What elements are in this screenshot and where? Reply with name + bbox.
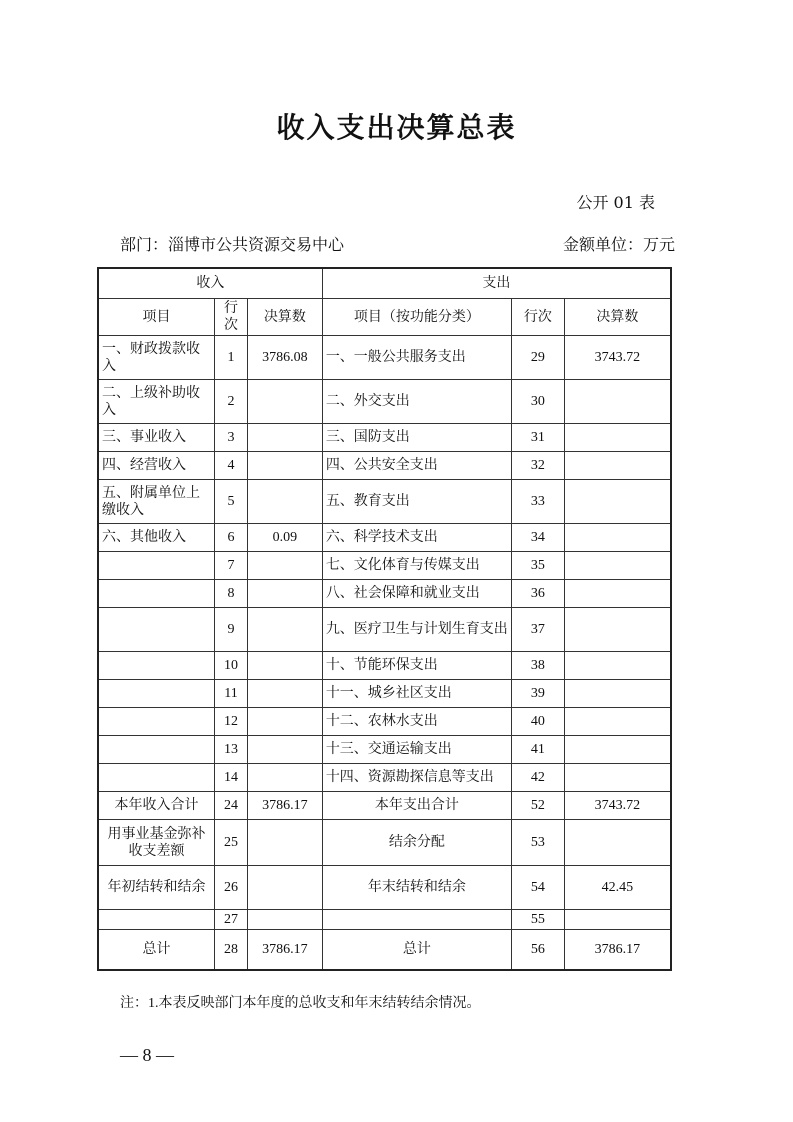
income-item-cell: 六、其他收入 [98, 524, 215, 552]
expense-line-cell: 33 [511, 480, 564, 524]
income-item-cell [98, 652, 215, 680]
table-row [98, 552, 671, 580]
table-row [98, 336, 671, 380]
income-item-cell: 五、附属单位上缴收入 [98, 480, 215, 524]
expense-amount-cell [564, 608, 671, 652]
expense-line-cell: 42 [511, 764, 564, 792]
income-amount-cell [247, 452, 322, 480]
expense-line-cell: 39 [511, 680, 564, 708]
income-amount-cell: 3786.08 [247, 336, 322, 380]
expense-item-cell: 本年支出合计 [322, 792, 511, 820]
income-line-cell: 26 [215, 866, 248, 910]
expense-item-cell [322, 910, 511, 930]
expense-amount-cell [564, 524, 671, 552]
income-expense-table [97, 267, 672, 971]
income-item-cell [98, 580, 215, 608]
expense-amount-cell: 3743.72 [564, 792, 671, 820]
expense-item-cell: 十四、资源勘探信息等支出 [322, 764, 511, 792]
income-line-cell: 7 [215, 552, 248, 580]
expense-amount-cell [564, 452, 671, 480]
expense-item-cell: 十二、农林水支出 [322, 708, 511, 736]
expense-item-cell: 结余分配 [322, 820, 511, 866]
income-line-cell: 4 [215, 452, 248, 480]
table-row [98, 380, 671, 424]
expense-amount-cell [564, 480, 671, 524]
expense-line-cell: 40 [511, 708, 564, 736]
income-item-cell [98, 910, 215, 930]
expense-line-cell: 55 [511, 910, 564, 930]
expense-line-cell: 31 [511, 424, 564, 452]
income-line-cell: 14 [215, 764, 248, 792]
income-line-cell: 5 [215, 480, 248, 524]
expense-line-cell: 38 [511, 652, 564, 680]
income-amount-cell [247, 652, 322, 680]
expense-line-cell: 34 [511, 524, 564, 552]
income-line-header: 行次 [215, 299, 248, 336]
expense-amount-cell [564, 680, 671, 708]
expense-line-header: 行次 [511, 299, 564, 336]
expense-line-cell: 29 [511, 336, 564, 380]
expense-line-cell: 36 [511, 580, 564, 608]
expense-item-cell: 四、公共安全支出 [322, 452, 511, 480]
table-row [98, 480, 671, 524]
table-row [98, 524, 671, 552]
income-amount-cell [247, 680, 322, 708]
expense-item-cell: 六、科学技术支出 [322, 524, 511, 552]
income-amount-cell [247, 910, 322, 930]
income-item-cell: 三、事业收入 [98, 424, 215, 452]
table-row [98, 736, 671, 764]
table-row [98, 708, 671, 736]
income-item-cell [98, 680, 215, 708]
income-amount-cell [247, 380, 322, 424]
expense-item-cell: 七、文化体育与传媒支出 [322, 552, 511, 580]
expense-amount-cell [564, 652, 671, 680]
income-item-cell [98, 552, 215, 580]
expense-line-cell: 30 [511, 380, 564, 424]
table-row [98, 652, 671, 680]
income-amount-cell [247, 608, 322, 652]
income-item-cell: 本年收入合计 [98, 792, 215, 820]
expense-amount-cell: 3743.72 [564, 336, 671, 380]
income-item-cell: 一、财政拨款收入 [98, 336, 215, 380]
income-line-cell: 24 [215, 792, 248, 820]
income-item-cell [98, 608, 215, 652]
expense-item-cell: 十一、城乡社区支出 [322, 680, 511, 708]
page-title: 收入支出决算总表 [276, 111, 517, 144]
table-row [98, 580, 671, 608]
income-item-cell: 二、上级补助收入 [98, 380, 215, 424]
income-amount-cell [247, 764, 322, 792]
income-item-cell [98, 708, 215, 736]
expense-amount-cell [564, 910, 671, 930]
income-item-cell: 四、经营收入 [98, 452, 215, 480]
expense-line-cell: 35 [511, 552, 564, 580]
expense-amount-cell [564, 764, 671, 792]
expense-item-cell: 十、节能环保支出 [322, 652, 511, 680]
expense-item-cell: 八、社会保障和就业支出 [322, 580, 511, 608]
income-line-cell: 28 [215, 930, 248, 970]
income-amount-cell [247, 820, 322, 866]
expense-line-cell: 41 [511, 736, 564, 764]
income-amount-cell [247, 708, 322, 736]
expense-item-cell: 三、国防支出 [322, 424, 511, 452]
expense-amount-cell: 42.45 [564, 866, 671, 910]
table-row [98, 680, 671, 708]
table-row [98, 792, 671, 820]
expense-line-cell: 53 [511, 820, 564, 866]
table-row [98, 910, 671, 930]
income-line-cell: 9 [215, 608, 248, 652]
table-row [98, 608, 671, 652]
income-item-cell: 总计 [98, 930, 215, 970]
income-header: 收入 [98, 268, 322, 299]
table-row [98, 452, 671, 480]
expense-amount-cell [564, 424, 671, 452]
expense-item-cell: 一、一般公共服务支出 [322, 336, 511, 380]
expense-amount-cell [564, 380, 671, 424]
income-line-cell: 8 [215, 580, 248, 608]
table-row [98, 930, 671, 970]
expense-amount-header: 决算数 [564, 299, 671, 336]
income-amount-cell [247, 424, 322, 452]
income-item-cell [98, 736, 215, 764]
income-item-cell: 用事业基金弥补收支差额 [98, 820, 215, 866]
income-line-cell: 3 [215, 424, 248, 452]
expense-line-cell: 52 [511, 792, 564, 820]
expense-line-cell: 54 [511, 866, 564, 910]
income-item-header: 项目 [98, 299, 215, 336]
amount-unit-label: 金额单位：万元 [562, 235, 675, 254]
income-line-cell: 10 [215, 652, 248, 680]
income-line-cell: 1 [215, 336, 248, 380]
income-amount-cell [247, 580, 322, 608]
income-line-cell: 6 [215, 524, 248, 552]
income-amount-cell [247, 866, 322, 910]
expense-item-cell: 总计 [322, 930, 511, 970]
expense-item-cell: 九、医疗卫生与计划生育支出 [322, 608, 511, 652]
income-amount-cell: 3786.17 [247, 930, 322, 970]
expense-amount-cell [564, 736, 671, 764]
expense-amount-cell [564, 552, 671, 580]
expense-amount-cell [564, 708, 671, 736]
expense-item-cell: 二、外交支出 [322, 380, 511, 424]
income-line-cell: 11 [215, 680, 248, 708]
income-line-cell: 27 [215, 910, 248, 930]
expense-header: 支出 [322, 268, 671, 299]
income-item-cell: 年初结转和结余 [98, 866, 215, 910]
expense-line-cell: 37 [511, 608, 564, 652]
income-amount-header: 决算数 [247, 299, 322, 336]
table-number: 公开 01 表 [576, 193, 655, 212]
expense-amount-cell [564, 820, 671, 866]
income-line-cell: 12 [215, 708, 248, 736]
expense-item-cell: 年末结转和结余 [322, 866, 511, 910]
department-label: 部门：淄博市公共资源交易中心 [120, 235, 345, 254]
expense-item-cell: 十三、交通运输支出 [322, 736, 511, 764]
expense-item-header: 项目（按功能分类） [322, 299, 511, 336]
income-item-cell [98, 764, 215, 792]
expense-amount-cell [564, 580, 671, 608]
table-note: 注：1.本表反映部门本年度的总收支和年末结转结余情况。 [120, 996, 481, 1011]
income-amount-cell: 3786.17 [247, 792, 322, 820]
expense-item-cell: 五、教育支出 [322, 480, 511, 524]
income-amount-cell: 0.09 [247, 524, 322, 552]
income-amount-cell [247, 480, 322, 524]
expense-line-cell: 56 [511, 930, 564, 970]
table-row [98, 866, 671, 910]
income-amount-cell [247, 552, 322, 580]
expense-line-cell: 32 [511, 452, 564, 480]
income-amount-cell [247, 736, 322, 764]
page-number: — 8 — [120, 1045, 174, 1065]
income-line-cell: 13 [215, 736, 248, 764]
table-row [98, 424, 671, 452]
income-line-cell: 25 [215, 820, 248, 866]
expense-amount-cell: 3786.17 [564, 930, 671, 970]
income-line-cell: 2 [215, 380, 248, 424]
table-row [98, 764, 671, 792]
table-row [98, 820, 671, 866]
